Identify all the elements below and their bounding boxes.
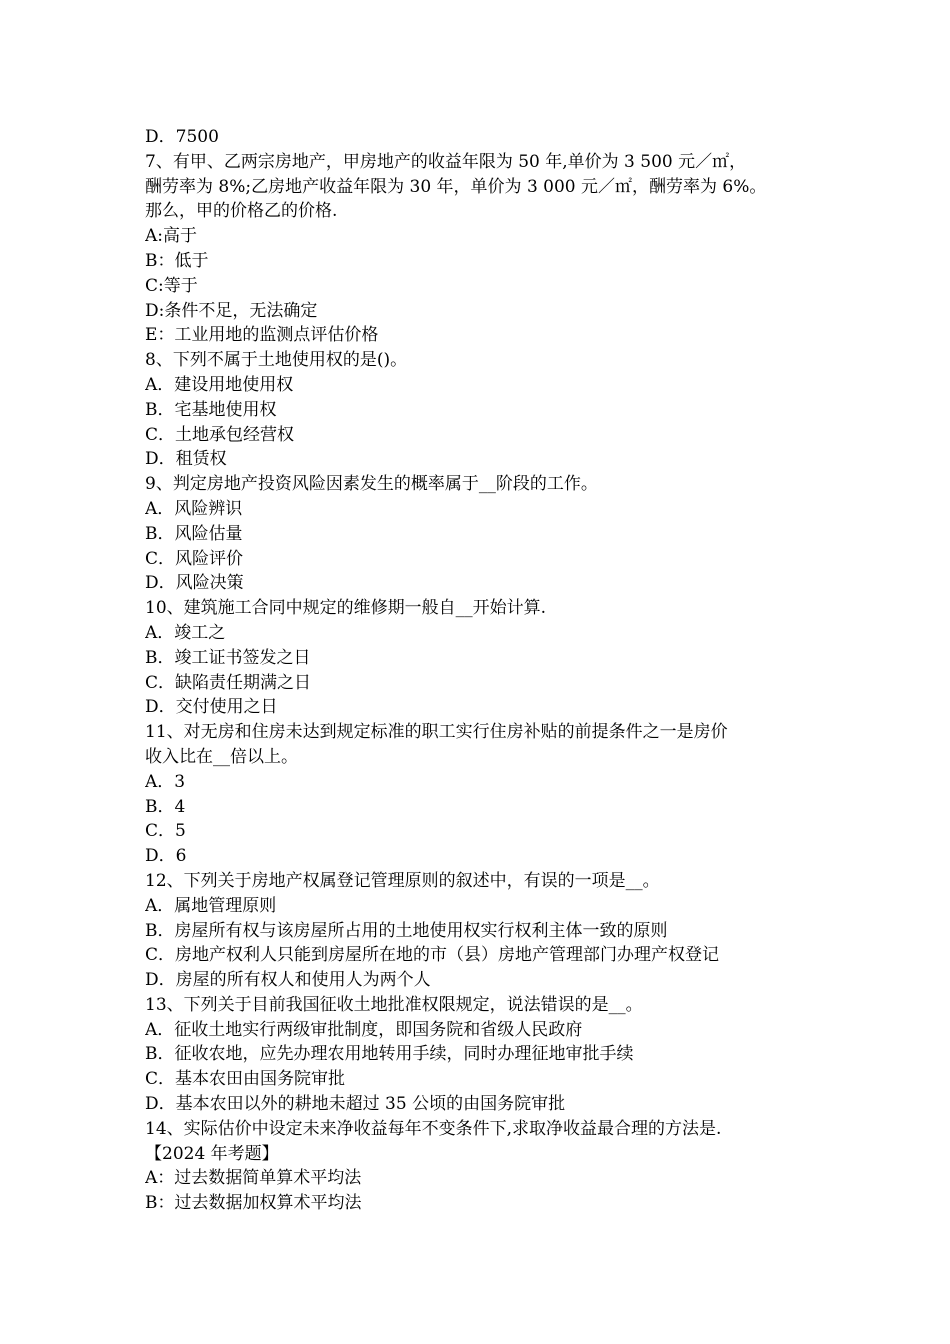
option-b: B．宅基地使用权 (145, 399, 277, 420)
option-a: A：过去数据简单算术平均法 (145, 1168, 362, 1189)
question-14-source: 【2024 年考题】 (145, 1143, 279, 1164)
option-c: C．房地产权利人只能到房屋所在地的市（县）房地产管理部门办理产权登记 (145, 945, 720, 966)
option-b: B．竣工证书签发之日 (145, 647, 311, 668)
question-10-text: 10、建筑施工合同中规定的维修期一般自__开始计算. (145, 598, 547, 619)
option-d: D．基本农田以外的耕地未超过 35 公顷的由国务院审批 (145, 1094, 566, 1115)
question-11-text: 11、对无房和住房未达到规定标准的职工实行住房补贴的前提条件之一是房价 (145, 722, 728, 743)
question-12-text: 12、下列关于房地产权属登记管理原则的叙述中，有误的一项是__。 (145, 870, 660, 891)
option-d: D．房屋的所有权人和使用人为两个人 (145, 970, 431, 991)
question-11-text: 收入比在__倍以上。 (145, 746, 298, 767)
option-b: B．4 (145, 796, 186, 817)
option-d: D．7500 (145, 127, 219, 147)
option-a: A．竣工之 (145, 622, 226, 643)
option-d: D．风险决策 (145, 573, 244, 594)
question-14-text: 14、实际估价中设定未来净收益每年不变条件下,求取净收益最合理的方法是. (145, 1118, 722, 1139)
option-a: A．征收土地实行两级审批制度，即国务院和省级人民政府 (145, 1019, 583, 1040)
document-body (145, 125, 815, 1216)
question-7-text: 那么，甲的价格乙的价格. (145, 201, 338, 222)
option-b: B．征收农地，应先办理农用地转用手续，同时办理征地审批手续 (145, 1044, 634, 1065)
option-d: D:条件不足，无法确定 (145, 300, 318, 321)
option-a: A．属地管理原则 (145, 895, 277, 916)
option-b: B．风险估量 (145, 523, 243, 544)
option-a: A．风险辨识 (145, 498, 243, 519)
option-b: B：过去数据加权算术平均法 (145, 1193, 362, 1214)
option-a: A．3 (145, 771, 186, 792)
option-c: C．风险评价 (145, 548, 244, 569)
option-c: C．5 (145, 821, 186, 842)
question-9-text: 9、判定房地产投资风险因素发生的概率属于__阶段的工作。 (145, 474, 598, 495)
option-a: A．建设用地使用权 (145, 374, 294, 395)
option-d: D．租赁权 (145, 449, 227, 470)
question-8-text: 8、下列不属于土地使用权的是()。 (145, 350, 408, 371)
question-13-text: 13、下列关于目前我国征收土地批准权限规定，说法错误的是__。 (145, 994, 643, 1015)
question-7-text: 7、有甲、乙两宗房地产，甲房地产的收益年限为 50 年,单价为 3 500 元／㎡， (145, 151, 747, 172)
option-c: C．土地承包经营权 (145, 424, 295, 445)
option-c: C．缺陷责任期满之日 (145, 672, 312, 693)
option-a: A:高于 (145, 226, 198, 247)
option-c: C:等于 (145, 275, 198, 296)
option-e: E：工业用地的监测点评估价格 (145, 325, 379, 346)
option-b: B：低于 (145, 250, 209, 271)
option-d: D．6 (145, 846, 187, 867)
option-d: D．交付使用之日 (145, 697, 278, 718)
option-c: C．基本农田由国务院审批 (145, 1069, 346, 1090)
question-7-text: 酬劳率为 8%;乙房地产收益年限为 30 年，单价为 3 000 元／㎡，酬劳率为 6%。 (145, 176, 767, 197)
option-b: B．房屋所有权与该房屋所占用的土地使用权实行权利主体一致的原则 (145, 920, 668, 941)
